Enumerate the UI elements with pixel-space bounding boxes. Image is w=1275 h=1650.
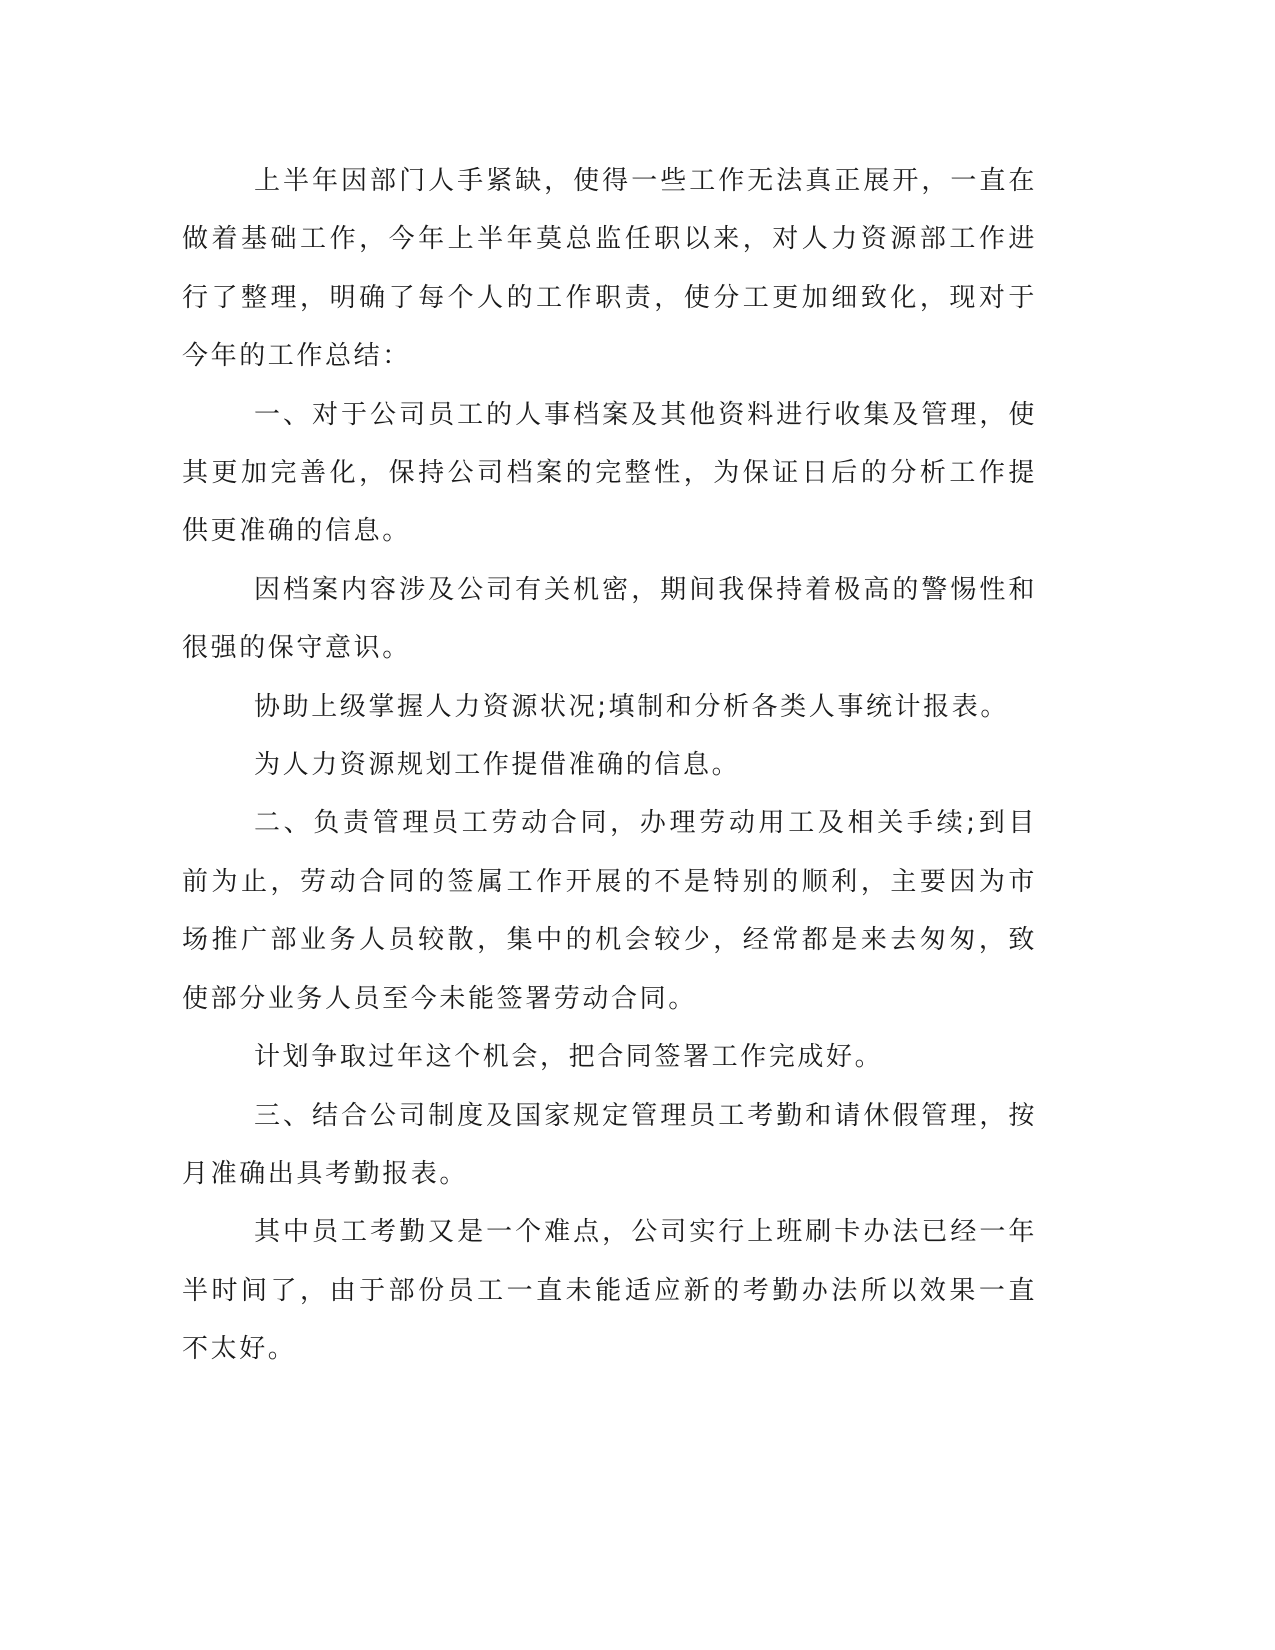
paragraph-5: 为人力资源规划工作提借准确的信息。 (254, 750, 741, 781)
document-body (182, 152, 1037, 1379)
paragraph-2: 一、对于公司员工的人事档案及其他资料进行收集及管理，使其更加完善化，保持公司档案的完整性，为保证日后的分析工作提供更准确的信息。 (182, 399, 1037, 547)
paragraph-3: 因档案内容涉及公司有关机密，期间我保持着极高的警惕性和很强的保守意识。 (182, 574, 1037, 664)
paragraph-7: 计划争取过年这个机会，把合同签署工作完成好。 (254, 1042, 884, 1073)
paragraph-9: 其中员工考勤又是一个难点，公司实行上班刷卡办法已经一年半时间了，由于部份员工一直未能适应新的考勤办法所以效果一直不太好。 (182, 1217, 1037, 1365)
paragraph-6: 二、负责管理员工劳动合同，办理劳动用工及相关手续;到目前为止，劳动合同的签属工作开展的不是特别的顺利，主要因为市场推广部业务人员较散，集中的机会较少，经常都是来去匆匆，致使部分业务人员至今未能签署劳动合同。 (182, 808, 1037, 1014)
paragraph-8: 三、结合公司制度及国家规定管理员工考勤和请休假管理，按月准确出具考勤报表。 (182, 1100, 1037, 1189)
paragraph-4: 协助上级掌握人力资源状况;填制和分析各类人事统计报表。 (254, 691, 1009, 722)
paragraph-1: 上半年因部门人手紧缺，使得一些工作无法真正展开，一直在做着基础工作，今年上半年莫总监任职以来，对人力资源部工作进行了整理，明确了每个人的工作职责，使分工更加细致化，现对于今年的工作总结： (182, 166, 1037, 372)
